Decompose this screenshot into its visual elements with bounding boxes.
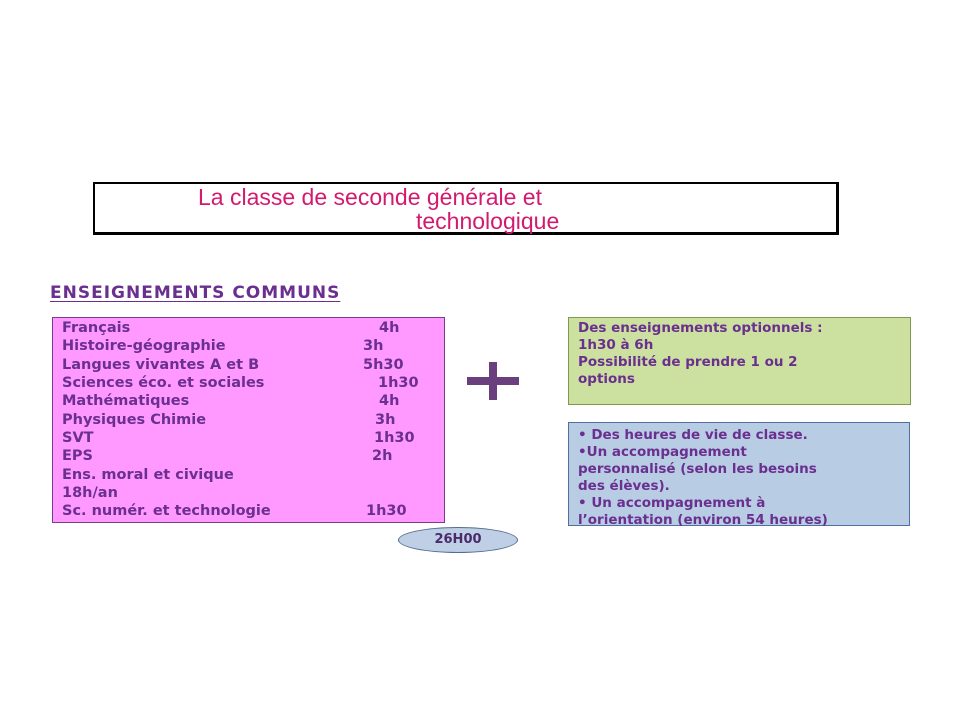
common-courses-box (52, 317, 445, 523)
title-line-1: La classe de seconde générale et (198, 184, 542, 210)
course-row (62, 392, 189, 410)
course-hours: 1h30 (374, 430, 415, 446)
course-row (62, 337, 226, 355)
course-name: Mathématiques (62, 393, 190, 409)
course-row (62, 319, 130, 337)
course-name: Français (62, 320, 131, 336)
extras-line: l’orientation (environ 54 heures) (578, 512, 828, 528)
plus-icon (467, 362, 519, 400)
title-box (93, 182, 839, 235)
course-hours: 3h (375, 412, 396, 428)
course-name: Ens. moral et civique (62, 467, 234, 483)
extras-box (568, 422, 910, 526)
extras-line: des élèves). (578, 478, 670, 494)
extras-line: personnalisé (selon les besoins (578, 461, 817, 477)
course-name: EPS (62, 448, 93, 464)
course-row (62, 466, 234, 484)
extras-line: • Un accompagnement à (578, 495, 766, 511)
course-hours: 5h30 (363, 357, 404, 373)
course-row (62, 429, 94, 447)
course-name: 18h/an (62, 485, 118, 501)
optional-courses-box (568, 317, 911, 405)
course-hours: 1h30 (366, 503, 407, 519)
course-name: Physiques Chimie (62, 412, 207, 428)
course-row (62, 374, 264, 392)
options-line: Possibilité de prendre 1 ou 2 (578, 354, 798, 370)
course-hours: 1h30 (378, 375, 419, 391)
extras-line: • Des heures de vie de classe. (578, 427, 808, 443)
course-row (62, 502, 271, 520)
course-hours: 2h (372, 448, 393, 464)
title-line-2: technologique (416, 208, 560, 234)
course-row (62, 447, 93, 465)
course-hours: 4h (379, 393, 400, 409)
options-line: 1h30 à 6h (578, 337, 654, 353)
options-line: Des enseignements optionnels : (578, 320, 823, 336)
extras-line: •Un accompagnement (578, 444, 747, 460)
course-name: Sc. numér. et technologie (62, 503, 271, 519)
section-heading: ENSEIGNEMENTS COMMUNS (50, 283, 341, 303)
course-name: SVT (62, 430, 94, 446)
course-hours: 4h (379, 320, 400, 336)
course-name: Histoire-géographie (62, 338, 226, 354)
course-row (62, 484, 118, 502)
total-hours-badge: 26H00 (398, 527, 518, 553)
course-hours: 3h (363, 338, 384, 354)
course-row (62, 411, 206, 429)
options-line: options (578, 371, 635, 387)
course-row (62, 356, 259, 374)
course-name: Sciences éco. et sociales (62, 375, 265, 391)
course-name: Langues vivantes A et B (62, 357, 260, 373)
